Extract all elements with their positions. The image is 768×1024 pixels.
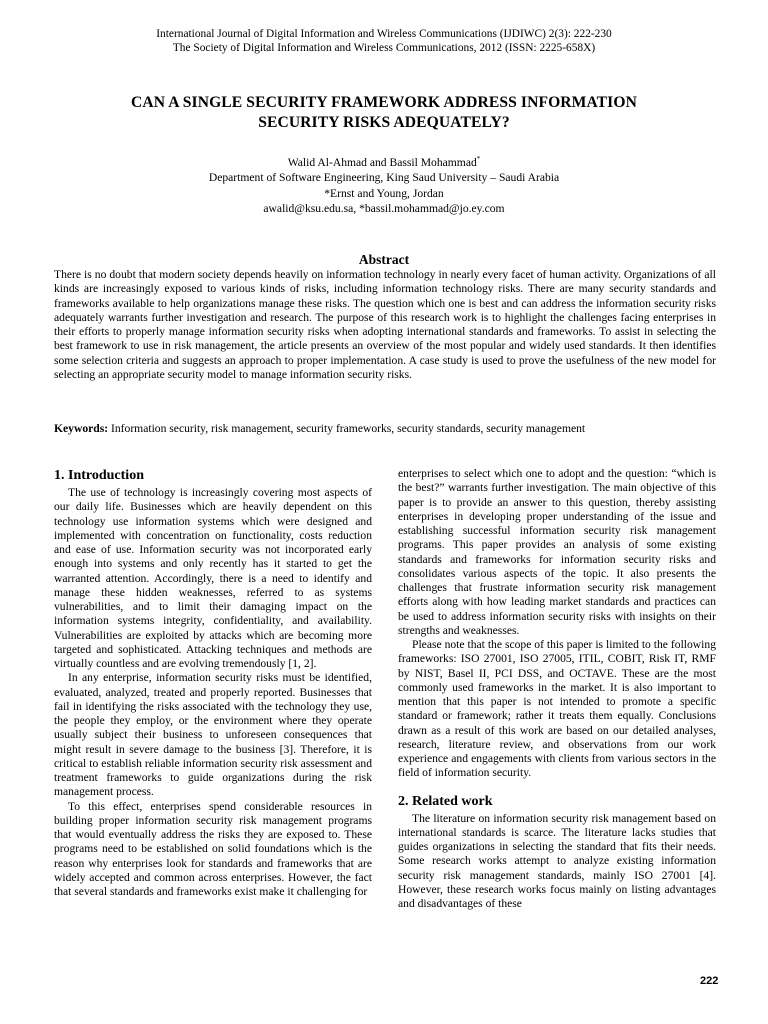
- intro-p4-post: warrants further investigation. The main objective of this paper is to provide an answer to this question, thereby assisting enterprises in developing proper understanding of the issue and establishing successful information security risk management programs. This paper provides an analysis of some existing standards and frameworks for information security risks and consolidates various aspects of the topic. It also presents the challenges that frustrate information security risk management efforts along with how leading market standards and practices can be used to address information security risks with insights on their strengths and weaknesses.: [398, 481, 716, 637]
- intro-p4-quote: “which is the best?”: [398, 467, 716, 495]
- author-mark: *: [476, 155, 481, 163]
- related-paragraph-1: The literature on information security risk management based on international standards is scarce. The literature lacks studies that guides organizations in selecting the standard that fits their needs. Some research works attempt to analyze existing information security risk management standards, mainly ISO 27001 [4]. However, these research works focus mainly on listing advantages and disadvantages of these: [398, 811, 716, 910]
- journal-header: [0, 27, 768, 55]
- author-affiliation-2: *Ernst and Young, Jordan: [324, 186, 444, 200]
- intro-paragraph-1: The use of technology is increasingly covering most aspects of our daily life. Businesses which are heavily dependent on this technology use information systems which were designed and implemented with concentration on functionality, costs reduction and ease of use. Information security was not incorporated early enough into systems and only recently has it started to get the warranted attention. Accordingly, there is a need to identify and manage these hidden weaknesses, referred to as systems vulnerabilities, and to limit their damaging impact on the information systems integrity, confidentiality, and availability. Vulnerabilities are exploited by attacks which are becoming more targeted and sophisticated. Attacking techniques and methods are virtually countless and are evolving tremendously [1, 2].: [54, 486, 372, 670]
- author-names: [0, 152, 768, 170]
- paper-title-line2: SECURITY RISKS ADEQUATELY?: [258, 114, 510, 131]
- keywords: [54, 422, 716, 436]
- author-names-text: Walid Al-Ahmad and Bassil Mohammad: [287, 155, 477, 169]
- intro-paragraph-3-continued: [398, 467, 716, 638]
- intro-paragraph-4: Please note that the scope of this paper is limited to the following frameworks: ISO 27001, ISO 27005, ITIL, COBIT, Risk IT, RMF by NIST, Basel II, PCI DSS, and OCTAVE. These are the most commonly used frameworks in the market. It is also important to mention that this paper is not intended to promote a specific standard or framework; rather it treats them equally. Conclusions drawn as a result of this work are based on our detailed analyses, research, literature review, and observations from our work experience and engagements with clients from various sectors in the field of information security.: [398, 638, 716, 780]
- keywords-text: Information security, risk management, security frameworks, security standards, security management: [108, 422, 586, 435]
- author-block: [0, 152, 768, 217]
- journal-header-line1: International Journal of Digital Information and Wireless Communications (IJDIWC) 2(3): 222-230: [156, 28, 612, 40]
- paper-title-line1: CAN A SINGLE SECURITY FRAMEWORK ADDRESS INFORMATION: [131, 94, 637, 111]
- author-affiliation-1: Department of Software Engineering, King Saud University – Saudi Arabia: [208, 171, 560, 185]
- left-column: [54, 466, 372, 899]
- keywords-label: Keywords:: [54, 422, 109, 435]
- author-emails: awalid@ksu.edu.sa, *bassil.mohammad@jo.ey.com: [263, 202, 505, 216]
- intro-paragraph-2: In any enterprise, information security risks must be identified, evaluated, analyzed, treated and properly reported. Businesses that fail in identifying the risks associated with the technology they use, the people they employ, or the environment where they operate usually subject their business to unforeseen consequences that might result in severe damage to the business [3]. Therefore, it is critical to establish reliable information security risk assessment and treatment frameworks to guide organizations during the risk management process.: [54, 671, 372, 799]
- abstract-heading: Abstract: [358, 252, 410, 267]
- section-heading-related-work: 2. Related work: [398, 793, 493, 809]
- intro-paragraph-3: To this effect, enterprises spend considerable resources in building proper information security risk management programs that would eventually address the risks they are exposed to. These programs need to be established on solid foundations which is the reason why enterprises look for standards and frameworks that are widely accepted and common across enterprises. However, the fact that several standards and frameworks exist make it challenging for: [54, 799, 372, 898]
- section-heading-introduction: 1. Introduction: [54, 468, 144, 483]
- paper-title: [60, 93, 708, 133]
- page-number: 222: [700, 975, 719, 987]
- intro-p4-pre: enterprises to select which one to adopt and the question:: [398, 467, 672, 480]
- abstract-text: There is no doubt that modern society depends heavily on information technology in nearly every facet of human activity. Organizations of all kinds are increasingly exposed to various kinds of risks, including information technology risks. There are many security standards and frameworks available to help organizations manage these risks. The question which one is best and can address the information security risks adequately warrants further investigation and research. The purpose of this research work is to highlight the challenges facing enterprises in their efforts to properly manage information security risks when adopting international standards and frameworks. To assist in selecting the best framework to use in risk management, the article presents an overview of the most popular and widely used standards. It then identifies some selection criteria and suggests an approach to proper implementation. A case study is used to prove the usefulness of the new model for selecting an appropriate security model to manage information security risks.: [54, 268, 716, 382]
- right-column: [398, 467, 716, 911]
- journal-header-line2: The Society of Digital Information and Wireless Communications, 2012 (ISSN: 2225-658X): [172, 42, 596, 54]
